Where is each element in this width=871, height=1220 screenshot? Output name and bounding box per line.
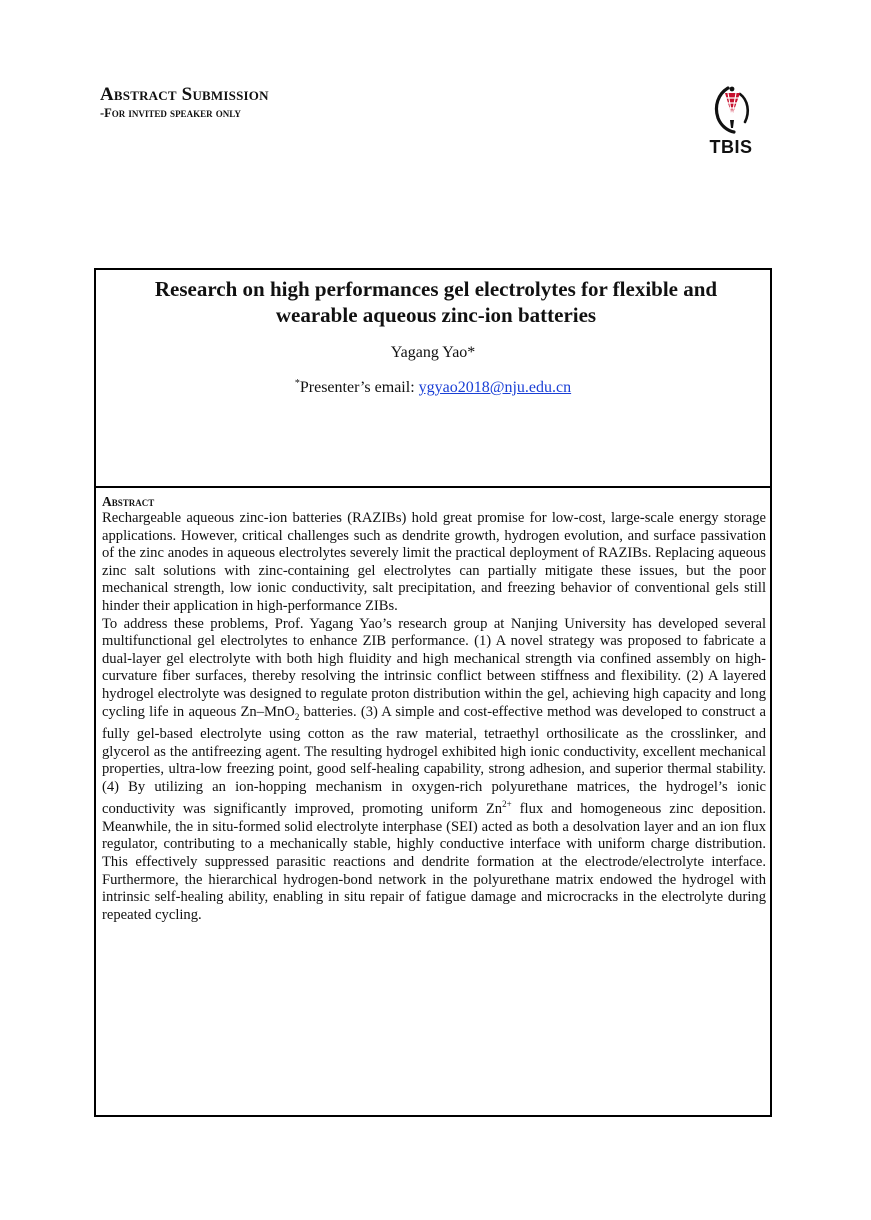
- abstract-section: [102, 494, 766, 924]
- section-divider: [96, 486, 770, 488]
- tbis-logo: [700, 84, 764, 158]
- submission-title: Abstract Submission: [100, 84, 269, 105]
- logo-text: TBIS: [709, 137, 753, 157]
- presenter-email-line: [96, 378, 770, 397]
- tbis-emblem-icon: [710, 84, 754, 136]
- email-link[interactable]: ygyao2018@nju.edu.cn: [418, 379, 572, 396]
- paper-title: Research on high performances gel electrolytes for flexible and wearable aqueous zinc-ion batteries: [154, 277, 718, 327]
- email-marker: *: [294, 378, 300, 389]
- abstract-paragraph-1: Rechargeable aqueous zinc-ion batteries (RAZIBs) hold great promise for low-cost, large-scale energy storage applications. However, critical challenges such as dendrite growth, hydrogen evolution, and surface passivation of the zinc anodes in aqueous electrolytes severely limit the practical deployment of RAZIBs. Replacing aqueous zinc salt solutions with zinc-containing gel electrolytes can partially mitigate these issues, but the poor mechanical strength, low ionic conductivity, salt precipitation, and freezing behavior of conventional gels still hinder their application in high-performance ZIBs.: [102, 510, 766, 614]
- p2-superscript: 2+: [502, 799, 512, 810]
- abstract-heading: Abstract: [102, 494, 155, 509]
- p2-part-a: To address these problems, Prof. Yagang Yao’s research group at Nanjing University has developed several multifunctional gel electrolytes to enhance ZIB performance. (1) A novel strategy was proposed to fabricate a dual-layer gel electrolyte with both high fluidity and high mechanical strength via confined assembly on high-curvature fiber surfaces, thereby resolving the intrinsic conflict between stiffness and flexibility. (2) A layered hydrogel electrolyte was designed to regulate proton distribution within the gel, achieving high capacity and long cycling life in aqueous Zn–MnO: [102, 615, 766, 720]
- abstract-box: [94, 268, 772, 1117]
- p2-subscript: 2: [294, 711, 300, 722]
- p2-part-c: flux and homogeneous zinc deposition. Meanwhile, the in situ-formed solid electrolyte interphase (SEI) acted as both a desolvation layer and an ion flux regulator, contributing to a mechanically stable, highly conductive interface with uniform charge distribution. This effectively suppressed parasitic reactions and dendrite formation at the electrode/electrolyte interface. Furthermore, the hierarchical hydrogen-bond network in the polyurethane matrix endowed the hydrogel with intrinsic self-healing ability, enabling in situ repair of fatigue damage and microcracks in the electrolyte during repeated cycling.: [102, 801, 766, 923]
- submission-subtitle: -For invited speaker only: [100, 106, 241, 120]
- author-name: Yagang Yao*: [390, 344, 476, 361]
- email-label: Presenter’s email:: [299, 379, 415, 396]
- p2-part-b: batteries. (3) A simple and cost-effective method was developed to construct a fully gel-based electrolyte using cotton as the raw material, tetraethyl orthosilicate as the crosslinker, and glycerol as the antifreezing agent. The resulting hydrogel exhibited high ionic conductivity, excellent mechanical properties, ultra-low freezing point, good self-healing capability, strong adhesion, and superior thermal stability. (4) By utilizing an ion-hopping mechanism in oxygen-rich polyurethane matrices, the hydrogel’s ionic conductivity was significantly improved, promoting uniform Zn: [102, 703, 766, 818]
- abstract-paragraph-2: [102, 616, 766, 925]
